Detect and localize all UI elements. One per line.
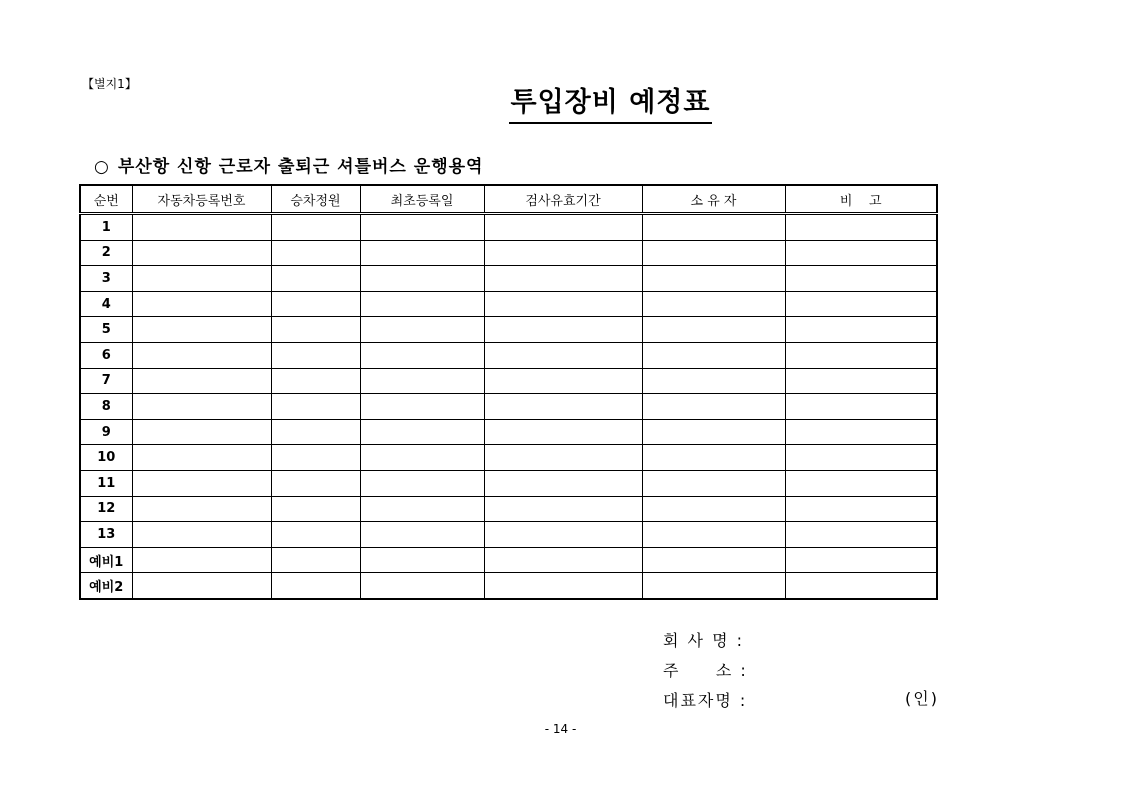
owner-cell[interactable] [642,573,785,599]
vehicle-number-cell[interactable] [132,573,271,599]
page-number: - 14 - [544,722,577,736]
owner-cell[interactable] [642,214,785,241]
seal-label: (인) [905,689,939,708]
document-title: 투입장비 예정표 [509,86,713,124]
table-row [80,266,937,292]
owner-cell[interactable] [642,419,785,445]
header-capacity: 승차정원 [271,185,360,214]
owner-cell[interactable] [642,547,785,573]
first-registration-cell[interactable] [360,368,484,394]
remarks-cell[interactable] [785,419,937,445]
representative-row [663,686,748,716]
remarks-cell[interactable] [785,522,937,548]
table-body [80,214,937,599]
table-row [80,317,937,343]
inspection-validity-cell[interactable] [484,214,642,241]
capacity-cell[interactable] [271,419,360,445]
row-seq-cell: 8 [80,394,132,420]
capacity-cell[interactable] [271,522,360,548]
first-registration-cell[interactable] [360,419,484,445]
capacity-cell[interactable] [271,470,360,496]
first-registration-cell[interactable] [360,522,484,548]
row-seq-cell: 13 [80,522,132,548]
owner-cell[interactable] [642,317,785,343]
owner-cell[interactable] [642,522,785,548]
table-row [80,573,937,599]
company-name-label: 회 사 명 : [663,631,745,650]
address-label: 주 소 : [663,661,748,680]
inspection-validity-cell[interactable] [484,547,642,573]
owner-cell[interactable] [642,394,785,420]
capacity-cell[interactable] [271,394,360,420]
first-registration-cell[interactable] [360,394,484,420]
vehicle-number-cell[interactable] [132,419,271,445]
table-row [80,240,937,266]
row-seq-cell: 예비2 [80,573,132,599]
remarks-cell[interactable] [785,317,937,343]
owner-cell[interactable] [642,266,785,292]
remarks-cell[interactable] [785,573,937,599]
header-owner: 소 유 자 [642,185,785,214]
equipment-table [79,184,938,600]
inspection-validity-cell[interactable] [484,496,642,522]
capacity-cell[interactable] [271,291,360,317]
vehicle-number-cell[interactable] [132,240,271,266]
vehicle-number-cell[interactable] [132,291,271,317]
table-row [80,547,937,573]
vehicle-number-cell[interactable] [132,394,271,420]
header-inspection-validity: 검사유효기간 [484,185,642,214]
header-first-registration: 최초등록일 [360,185,484,214]
table-row [80,342,937,368]
remarks-cell[interactable] [785,547,937,573]
inspection-validity-cell[interactable] [484,394,642,420]
row-seq-cell: 2 [80,240,132,266]
remarks-cell[interactable] [785,291,937,317]
first-registration-cell[interactable] [360,214,484,241]
capacity-cell[interactable] [271,214,360,241]
first-registration-cell[interactable] [360,445,484,471]
vehicle-number-cell[interactable] [132,470,271,496]
row-seq-cell: 7 [80,368,132,394]
vehicle-number-cell[interactable] [132,342,271,368]
first-registration-cell[interactable] [360,470,484,496]
owner-cell[interactable] [642,470,785,496]
signature-block [663,626,748,716]
circle-bullet-icon: ○ [94,157,110,177]
first-registration-cell[interactable] [360,547,484,573]
row-seq-cell: 1 [80,214,132,241]
remarks-cell[interactable] [785,214,937,241]
table-row [80,368,937,394]
remarks-cell[interactable] [785,496,937,522]
inspection-validity-cell[interactable] [484,419,642,445]
inspection-validity-cell[interactable] [484,573,642,599]
company-name-row [663,626,748,656]
capacity-cell[interactable] [271,317,360,343]
remarks-cell[interactable] [785,342,937,368]
first-registration-cell[interactable] [360,342,484,368]
capacity-cell[interactable] [271,496,360,522]
table-row [80,291,937,317]
remarks-cell[interactable] [785,240,937,266]
row-seq-cell: 4 [80,291,132,317]
address-row [663,656,748,686]
document-title-wrapper [0,86,1121,124]
vehicle-number-cell[interactable] [132,445,271,471]
table-header-row [80,185,937,214]
capacity-cell[interactable] [271,342,360,368]
capacity-cell[interactable] [271,240,360,266]
row-seq-cell: 10 [80,445,132,471]
first-registration-cell[interactable] [360,291,484,317]
inspection-validity-cell[interactable] [484,445,642,471]
vehicle-number-cell[interactable] [132,317,271,343]
header-seq: 순번 [80,185,132,214]
capacity-cell[interactable] [271,547,360,573]
row-seq-cell: 5 [80,317,132,343]
table-row [80,445,937,471]
header-remarks: 비 고 [785,185,937,214]
first-registration-cell[interactable] [360,317,484,343]
capacity-cell[interactable] [271,445,360,471]
remarks-cell[interactable] [785,266,937,292]
row-seq-cell: 9 [80,419,132,445]
inspection-validity-cell[interactable] [484,522,642,548]
owner-cell[interactable] [642,496,785,522]
owner-cell[interactable] [642,291,785,317]
row-seq-cell: 6 [80,342,132,368]
row-seq-cell: 11 [80,470,132,496]
vehicle-number-cell[interactable] [132,266,271,292]
table-row [80,214,937,241]
inspection-validity-cell[interactable] [484,291,642,317]
inspection-validity-cell[interactable] [484,240,642,266]
capacity-cell[interactable] [271,368,360,394]
section-subtitle [94,152,483,177]
table-row [80,496,937,522]
table-row [80,470,937,496]
inspection-validity-cell[interactable] [484,342,642,368]
remarks-cell[interactable] [785,470,937,496]
table-row [80,394,937,420]
remarks-cell[interactable] [785,445,937,471]
first-registration-cell[interactable] [360,266,484,292]
owner-cell[interactable] [642,240,785,266]
representative-label: 대표자명 : [663,691,748,710]
inspection-validity-cell[interactable] [484,368,642,394]
table-row [80,522,937,548]
vehicle-number-cell[interactable] [132,496,271,522]
row-seq-cell: 3 [80,266,132,292]
owner-cell[interactable] [642,368,785,394]
row-seq-cell: 예비1 [80,547,132,573]
owner-cell[interactable] [642,445,785,471]
vehicle-number-cell[interactable] [132,547,271,573]
inspection-validity-cell[interactable] [484,266,642,292]
first-registration-cell[interactable] [360,240,484,266]
vehicle-number-cell[interactable] [132,522,271,548]
first-registration-cell[interactable] [360,496,484,522]
inspection-validity-cell[interactable] [484,470,642,496]
first-registration-cell[interactable] [360,573,484,599]
header-vehicle-number: 자동차등록번호 [132,185,271,214]
subtitle-text: 부산항 신항 근로자 출퇴근 셔틀버스 운행용역 [117,157,484,177]
vehicle-number-cell[interactable] [132,368,271,394]
capacity-cell[interactable] [271,266,360,292]
table-row [80,419,937,445]
attachment-label: 【별지1】 [82,77,137,91]
capacity-cell[interactable] [271,573,360,599]
vehicle-number-cell[interactable] [132,214,271,241]
owner-cell[interactable] [642,342,785,368]
remarks-cell[interactable] [785,394,937,420]
row-seq-cell: 12 [80,496,132,522]
inspection-validity-cell[interactable] [484,317,642,343]
remarks-cell[interactable] [785,368,937,394]
